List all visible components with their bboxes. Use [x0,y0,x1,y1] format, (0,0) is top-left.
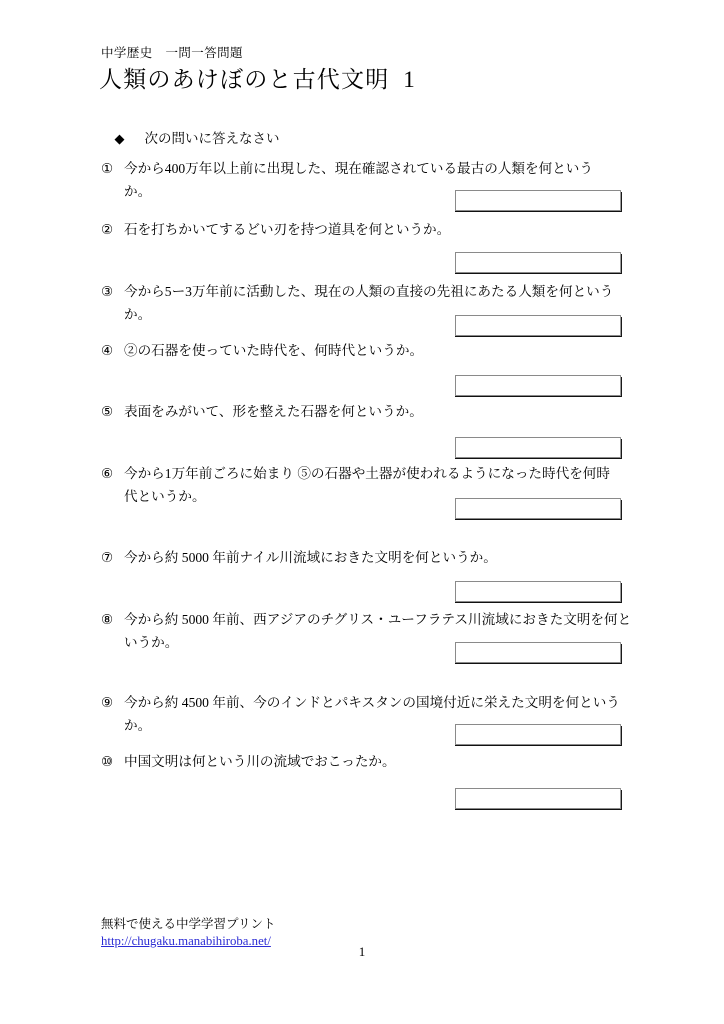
answer-box[interactable] [455,315,621,336]
answer-box[interactable] [455,498,621,519]
question-text: 表面をみがいて、形を整えた石器を何というか。 [124,404,423,419]
question-text: 今から1万年前ごろに始まり ⑤の石器や土器が使われるようになった時代を何時 [124,466,610,481]
diamond-bullet-icon: ◆ [114,130,125,146]
document-kicker: 中学歴史 一問一答問題 [101,46,243,60]
question-marker: ⑥ [101,466,114,481]
answer-box[interactable] [455,437,621,458]
question-marker: ⑨ [101,695,114,710]
question-text: か。 [124,184,152,199]
footer-site-text: 無料で使える中学学習プリント [101,917,276,931]
question-marker: ⑧ [101,612,114,627]
answer-box[interactable] [455,642,621,663]
question-item [101,218,631,241]
question-line-first [101,339,631,362]
question-text: 中国文明は何という川の流域でおこったか。 [124,754,396,769]
answer-box[interactable] [455,190,621,211]
question-line-first [101,280,631,303]
footer-url-link[interactable]: http://chugaku.manabihiroba.net/ [101,934,271,948]
question-line-first [101,400,631,423]
question-marker: ② [101,222,114,237]
answer-box[interactable] [455,375,621,396]
question-item [101,750,631,773]
question-marker: ⑤ [101,404,114,419]
question-text: か。 [124,718,152,733]
question-marker: ④ [101,343,114,358]
question-marker: ⑩ [101,754,114,769]
instruction-text: 次の問いに答えなさい [144,130,280,146]
page-title: 人類のあけぼのと古代文明 1 [99,67,416,92]
question-text: 今から約 5000 年前ナイル川流域におきた文明を何というか。 [124,550,497,565]
question-text: 今から5ー3万年前に活動した、現在の人類の直接の先祖にあたる人類を何という [124,284,614,299]
question-text: 石を打ちかいてするどい刃を持つ道具を何というか。 [124,222,451,237]
question-text: ②の石器を使っていた時代を、何時代というか。 [124,343,424,358]
question-line-first [101,157,631,180]
question-line-first [101,546,631,569]
answer-box[interactable] [455,724,621,745]
question-line-first [101,462,631,485]
answer-box[interactable] [455,252,621,273]
question-marker: ③ [101,284,114,299]
question-item [101,400,631,423]
page-number: 1 [358,944,366,959]
question-text: 今から約 5000 年前、西アジアのチグリス・ユーフラテス川流域におきた文明を何と [124,612,632,627]
question-marker: ① [101,161,114,176]
answer-box[interactable] [455,788,621,809]
question-text: 今から400万年以上前に出現した、現在確認されている最古の人類を何という [124,161,593,176]
question-marker: ⑦ [101,550,114,565]
question-text: か。 [124,307,152,322]
question-line-first [101,608,631,631]
question-line-first [101,218,631,241]
question-text: 今から約 4500 年前、今のインドとパキスタンの国境付近に栄えた文明を何という [124,695,620,710]
question-text: いうか。 [124,635,179,650]
question-text: 代というか。 [124,489,206,504]
question-line-first [101,750,631,773]
question-item [101,339,631,362]
question-item [101,546,631,569]
answer-box[interactable] [455,581,621,602]
question-line-first [101,691,631,714]
